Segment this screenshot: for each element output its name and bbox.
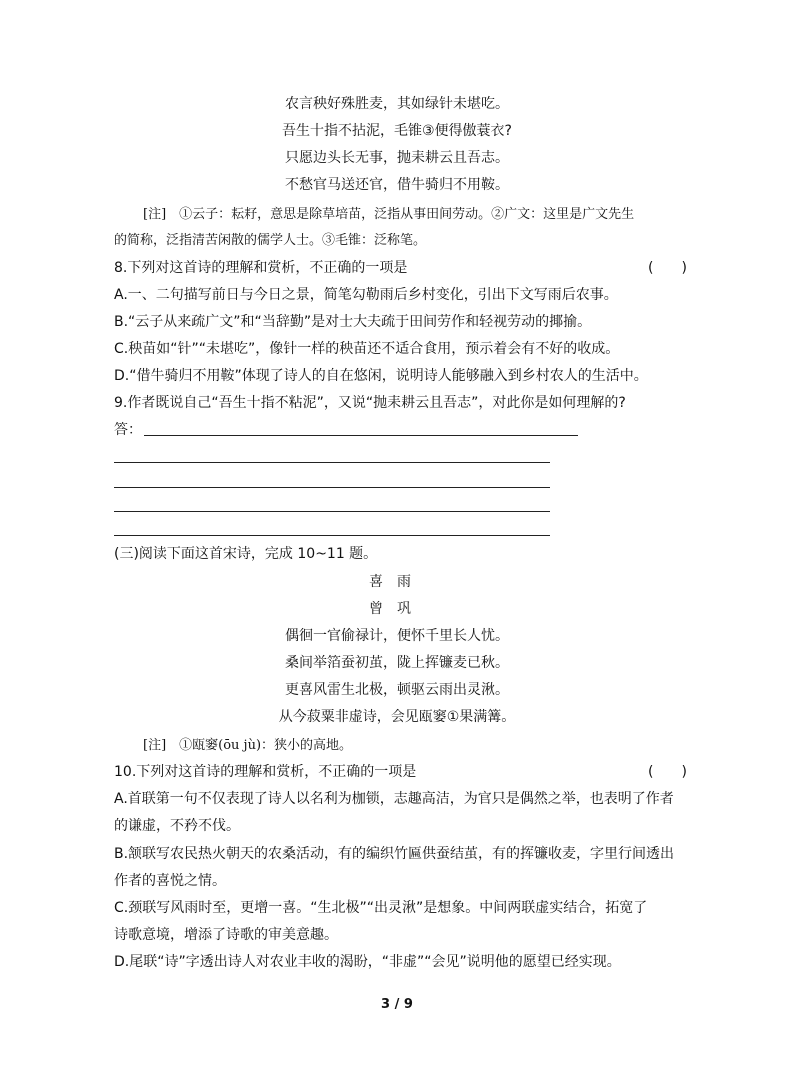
question-10-option-b-line-1: B.颔联写农民热火朝天的农桑活动，有的编织竹匾供蚕结茧，有的挥镰收麦，字里行间透出 xyxy=(114,846,675,862)
question-9-stem: 9.作者既说自己“吾生十指不粘泥”，又说“抛耒耕云且吾志”，对此你是如何理解的? xyxy=(114,395,626,411)
question-8-option-b: B.“云子从来疏广文”和“当辞勤”是对士大夫疏于田间劳作和轻视劳动的揶揄。 xyxy=(114,314,592,330)
question-10-option-a-line-1: A.首联第一句不仅表现了诗人以名利为枷锁，志趣高洁，为官只是偶然之举，也表明了作者 xyxy=(114,791,674,807)
answer-blank-line-1 xyxy=(144,435,578,436)
poem-2-line-2: 桑间举箔蚕初茧，陇上挥镰麦已秋。 xyxy=(285,655,509,671)
answer-blank-line-2 xyxy=(114,462,550,463)
poem-line-2: 吾生十指不拈泥，毛锥③便得傲蓑衣? xyxy=(282,123,512,139)
section-3-intro: (三)阅读下面这首宋诗，完成 10~11 题。 xyxy=(114,546,378,562)
poem-author: 曾巩 xyxy=(369,601,425,617)
question-10-option-b-line-2: 作者的喜悦之情。 xyxy=(114,873,226,889)
question-10-option-c-line-2: 诗歌意境，增添了诗歌的审美意趣。 xyxy=(114,927,338,943)
question-10-option-c-line-1: C.颈联写风雨时至，更增一喜。“生北极”“出灵湫”是想象。中间两联虚实结合，拓宽了 xyxy=(114,900,648,916)
note-2: [注] ①瓯窭(ōu jù)：狭小的高地。 xyxy=(143,738,353,753)
question-8-stem: 8.下列对这首诗的理解和赏析，不正确的一项是 xyxy=(114,260,408,276)
question-10-stem: 10.下列对这首诗的理解和赏析，不正确的一项是 xyxy=(114,764,417,780)
note-1-line-1: [注] ①云子：耘耔，意思是除草培苗，泛指从事田间劳动。②广文：这里是广文先生 xyxy=(143,207,635,222)
poem-2-line-4: 从今菽粟非虚诗，会见瓯窭①果满篝。 xyxy=(278,709,516,725)
poem-line-4: 不愁官马送还官，借牛骑归不用鞍。 xyxy=(285,177,509,193)
poem-line-3: 只愿边头长无事，抛耒耕云且吾志。 xyxy=(285,150,509,166)
note-1-line-2: 的简称，泛指清苦闲散的儒学人士。③毛锥：泛称笔。 xyxy=(114,233,427,248)
answer-bracket-10: ( ) xyxy=(648,764,687,780)
page-number: 3 / 9 xyxy=(381,997,413,1012)
answer-blank-line-5 xyxy=(114,535,550,536)
question-8-option-d: D.“借牛骑归不用鞍”体现了诗人的自在悠闲，说明诗人能够融入到乡村农人的生活中。 xyxy=(114,368,648,384)
question-8-option-c: C.秧苗如“针”“未堪吃”，像针一样的秧苗还不适合食用，预示着会有不好的收成。 xyxy=(114,341,620,357)
answer-blank-line-4 xyxy=(114,511,550,512)
question-10-option-d: D.尾联“诗”字透出诗人对农业丰收的渴盼，“非虚”“会见”说明他的愿望已经实现。 xyxy=(114,954,621,970)
question-8-option-a: A.一、二句描写前日与今日之景，简笔勾勒雨后乡村变化，引出下文写雨后农事。 xyxy=(114,287,618,303)
poem-2-line-3: 更喜风雷生北极，顿驱云雨出灵湫。 xyxy=(285,682,509,698)
poem-2-line-1: 偶徊一官偷禄计，便怀千里长人忧。 xyxy=(285,628,509,644)
answer-label: 答： xyxy=(114,422,142,438)
answer-blank-line-3 xyxy=(114,487,550,488)
question-10-option-a-line-2: 的谦虚，不矜不伐。 xyxy=(114,818,240,834)
answer-bracket-8: ( ) xyxy=(648,260,687,276)
poem-title: 喜雨 xyxy=(369,574,425,590)
poem-line-1: 农言秧好殊胜麦，其如绿针未堪吃。 xyxy=(285,96,509,112)
